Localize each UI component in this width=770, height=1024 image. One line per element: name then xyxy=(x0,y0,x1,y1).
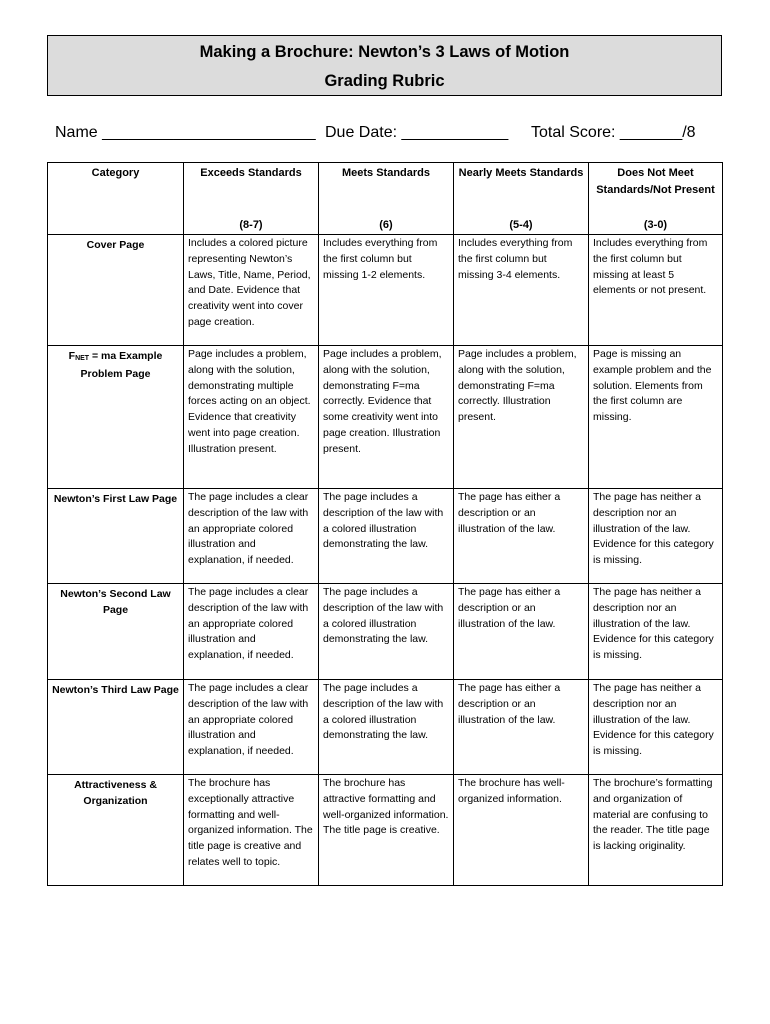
table-row xyxy=(48,584,723,680)
criteria-cell: The page includes a clear description of the law with an appropriate colored illustration and explanation, if needed. xyxy=(184,584,319,680)
criteria-cell: Page includes a problem, along with the solution, demonstrating multiple forces acting on an object. Evidence that creativity went into page creation. Illustration present. xyxy=(184,346,319,489)
info-line xyxy=(55,124,725,142)
column-header-meets: Meets Standards (6) xyxy=(319,163,454,235)
document-subtitle: Grading Rubric xyxy=(324,72,445,90)
points-range: (5-4) xyxy=(509,219,533,231)
category-cell: Newton’s First Law Page xyxy=(48,489,184,584)
criteria-cell: Page includes a problem, along with the solution, demonstrating F=ma correctly. Illustration present. xyxy=(454,346,589,489)
criteria-cell: The brochure has attractive formatting and well-organized information. The title page is creative. xyxy=(319,775,454,886)
category-cell: $F_{NET}$ = ma Example Problem Page xyxy=(48,346,184,489)
column-header-exceeds: Exceeds Standards (8-7) xyxy=(184,163,319,235)
criteria-cell: The page includes a description of the law with a colored illustration demonstrating the law. xyxy=(319,584,454,680)
table-row xyxy=(48,775,723,886)
criteria-cell: The page includes a clear description of the law with an appropriate colored illustration and explanation, if needed. xyxy=(184,680,319,775)
table-row xyxy=(48,235,723,346)
criteria-cell: Includes everything from the first column but missing 3-4 elements. xyxy=(454,235,589,346)
table-row xyxy=(48,489,723,584)
table-row xyxy=(48,346,723,489)
points-range: (6) xyxy=(379,219,393,231)
criteria-cell: The page has either a description or an illustration of the law. xyxy=(454,584,589,680)
criteria-cell: The brochure has exceptionally attractive formatting and well-organized information. The title page is creative and relates well to topic. xyxy=(184,775,319,886)
category-cell: Cover Page xyxy=(48,235,184,346)
category-cell: Attractiveness & Organization xyxy=(48,775,184,886)
criteria-cell: The brochure’s formatting and organization of material are confusing to the reader. The title page is lacking originality. xyxy=(589,775,723,886)
criteria-cell: Includes everything from the first column but missing 1-2 elements. xyxy=(319,235,454,346)
column-header-does-not-meet: Does Not Meet Standards/Not Present (3-0) xyxy=(589,163,723,235)
column-header-nearly-meets: Nearly Meets Standards (5-4) xyxy=(454,163,589,235)
total-score-field[interactable]: Total Score: _______/8 xyxy=(531,124,696,141)
criteria-cell: The page has neither a description nor an illustration of the law. Evidence for this category is missing. xyxy=(589,584,723,680)
criteria-cell: Page is missing an example problem and the solution. Elements from the first column are missing. xyxy=(589,346,723,489)
name-field[interactable]: Name ________________________ xyxy=(55,124,316,141)
criteria-cell: The page has neither a description nor an illustration of the law. Evidence for this category is missing. xyxy=(589,489,723,584)
criteria-cell: The page includes a clear description of the law with an appropriate colored illustration and explanation, if needed. xyxy=(184,489,319,584)
criteria-cell: Page includes a problem, along with the solution, demonstrating F=ma correctly. Evidence that some creativity went into page creation. Illustration present. xyxy=(319,346,454,489)
criteria-cell: The page has either a description or an illustration of the law. xyxy=(454,489,589,584)
table-row xyxy=(48,680,723,775)
points-range: (3-0) xyxy=(643,219,668,231)
criteria-cell: Includes everything from the first column but missing at least 5 elements or not present. xyxy=(589,235,723,346)
criteria-cell: The page includes a description of the law with a colored illustration demonstrating the law. xyxy=(319,489,454,584)
criteria-cell: The brochure has well-organized information. xyxy=(454,775,589,886)
category-cell: Newton’s Third Law Page xyxy=(48,680,184,775)
criteria-cell: The page has neither a description nor an illustration of the law. Evidence for this category is missing. xyxy=(589,680,723,775)
rubric-table xyxy=(47,162,723,886)
due-date-field[interactable]: Due Date: ____________ xyxy=(325,124,509,141)
column-header-category: Category xyxy=(48,163,184,235)
header-row xyxy=(48,163,723,235)
criteria-cell: The page includes a description of the law with a colored illustration demonstrating the law. xyxy=(319,680,454,775)
criteria-cell: The page has either a description or an illustration of the law. xyxy=(454,680,589,775)
document-title: Making a Brochure: Newton’s 3 Laws of Motion xyxy=(199,43,570,61)
criteria-cell: Includes a colored picture representing Newton’s Laws, Title, Name, Period, and Date. Evidence that creativity went into cover page creation. xyxy=(184,235,319,346)
category-cell: Newton’s Second Law Page xyxy=(48,584,184,680)
points-range: (8-7) xyxy=(239,219,263,231)
title-box xyxy=(47,35,722,96)
